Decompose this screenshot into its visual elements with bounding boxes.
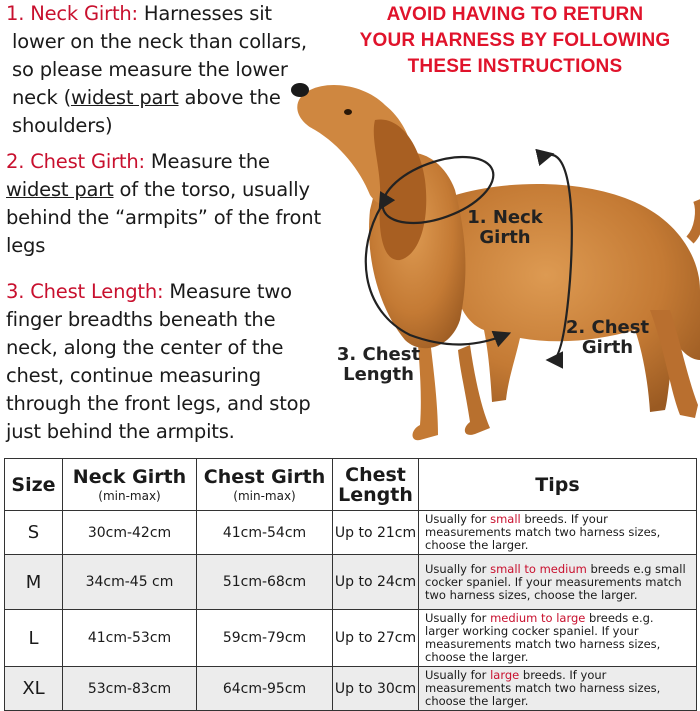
chest-cell: 51cm-68cm xyxy=(197,555,333,610)
chest-cell: 41cm-54cm xyxy=(197,511,333,555)
chest-length-instruction: 3. Chest Length: Measure two finger breadths beneath the neck, along the center of the chest, continue measuring through the front legs, and stop just behind the armpits. xyxy=(6,280,311,443)
chest-girth-diagram-label: 2. Chest Girth xyxy=(565,317,650,358)
neck-girth-label: 1. Neck Girth: xyxy=(6,2,138,25)
chest-length-label: 3. Chest Length: xyxy=(6,280,164,303)
neck-cell: 53cm-83cm xyxy=(63,667,197,711)
length-cell: Up to 21cm xyxy=(333,511,419,555)
chest-girth-label: 2. Chest Girth: xyxy=(6,150,145,173)
tip-cell: Usually for large breeds. If your measurements match two harness sizes, choose the larger. xyxy=(419,667,697,711)
neck-girth-instruction: 1. Neck Girth: Harnesses sit lower on the neck than collars, so please measure the lower neck (widest part above the shoulders) xyxy=(6,2,307,137)
neck-cell: 30cm-42cm xyxy=(63,511,197,555)
size-cell: M xyxy=(5,555,63,610)
size-table xyxy=(4,458,697,711)
dog-eye xyxy=(344,109,352,115)
chest-cell: 64cm-95cm xyxy=(197,667,333,711)
dog-front-leg-2 xyxy=(458,345,490,435)
table-header-row xyxy=(5,459,697,511)
tip-cell: Usually for medium to large breeds e.g. larger working cocker spaniel. If your measurements match two harness sizes, choose the larger. xyxy=(419,610,697,667)
header-chest-length: Chest Length xyxy=(333,459,419,511)
length-cell: Up to 27cm xyxy=(333,610,419,667)
size-cell: XL xyxy=(5,667,63,711)
size-cell: S xyxy=(5,511,63,555)
header-chest-girth: Chest Girth (min-max) xyxy=(197,459,333,511)
neck-cell: 34cm-45 cm xyxy=(63,555,197,610)
table-row xyxy=(5,511,697,555)
table-row xyxy=(5,555,697,610)
tip-cell: Usually for small breeds. If your measurements match two harness sizes, choose the larger. xyxy=(419,511,697,555)
length-cell: Up to 24cm xyxy=(333,555,419,610)
chest-cell: 59cm-79cm xyxy=(197,610,333,667)
table-row xyxy=(5,610,697,667)
header-size: Size xyxy=(5,459,63,511)
chest-length-diagram-label: 3. Chest Length xyxy=(336,344,421,385)
neck-girth-diagram-label: 1. Neck Girth xyxy=(467,207,543,248)
table-row xyxy=(5,667,697,711)
chest-girth-instruction: 2. Chest Girth: Measure the widest part of the torso, usually behind the “armpits” of the front legs xyxy=(6,150,321,257)
tip-cell: Usually for small to medium breeds e.g small cocker spaniel. If your measurements match two harness sizes, choose the larger. xyxy=(419,555,697,610)
dog-tail xyxy=(690,200,700,240)
neck-cell: 41cm-53cm xyxy=(63,610,197,667)
length-cell: Up to 30cm xyxy=(333,667,419,711)
header-neck-girth: Neck Girth (min-max) xyxy=(63,459,197,511)
dog-nose xyxy=(291,83,309,97)
header-tips: Tips xyxy=(419,459,697,511)
warning-banner: AVOID HAVING TO RETURN YOUR HARNESS BY FOLLOWING THESE INSTRUCTIONS xyxy=(359,4,671,77)
size-cell: L xyxy=(5,610,63,667)
dog-image xyxy=(270,60,700,460)
